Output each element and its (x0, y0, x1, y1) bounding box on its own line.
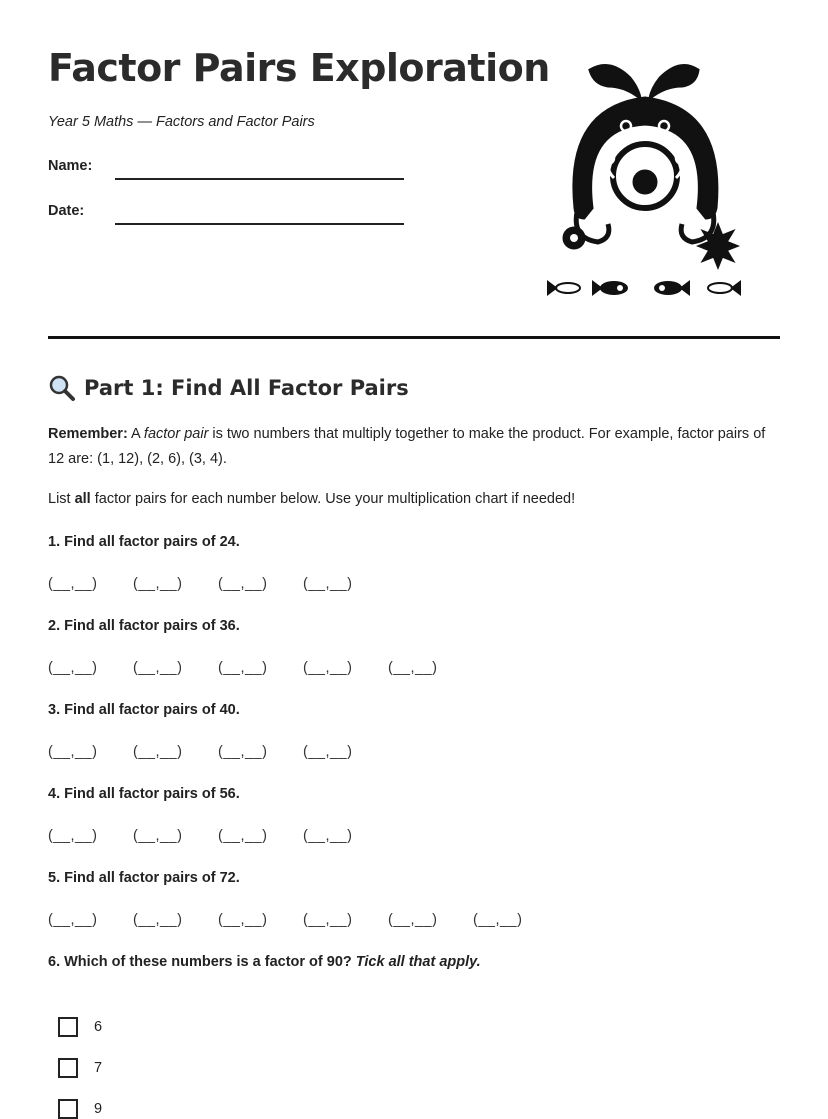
page-subtitle: Year 5 Maths — Factors and Factor Pairs (48, 114, 315, 130)
remember-paragraph (48, 422, 780, 472)
answer-blank[interactable]: (__,__) (133, 744, 183, 760)
answer-blank[interactable]: (__,__) (48, 828, 98, 844)
question-1-label: 1. Find all factor pairs of 24. (48, 534, 240, 550)
option-label: 6 (94, 1019, 103, 1035)
remember-text-2: is two numbers that multiply together to make the product. For example, factor pairs of 12 are: (1, 12), (2, 6), (3, 4). (48, 426, 766, 467)
question-4-answers (48, 828, 388, 844)
decorative-ornament-logo (530, 58, 770, 308)
checkbox[interactable] (58, 1099, 78, 1119)
question-6-hint: Tick all that apply. (355, 954, 481, 970)
option-7[interactable] (58, 1058, 102, 1078)
answer-blank[interactable]: (__,__) (218, 660, 268, 676)
answer-blank[interactable]: (__,__) (133, 828, 183, 844)
instruction-bold: all (74, 491, 91, 507)
answer-blank[interactable]: (__,__) (218, 744, 268, 760)
checkbox[interactable] (58, 1017, 78, 1037)
section-divider (48, 336, 780, 339)
question-5-answers (48, 912, 558, 928)
question-3-answers (48, 744, 388, 760)
date-field (48, 203, 84, 219)
answer-blank[interactable]: (__,__) (303, 828, 353, 844)
question-6-label (48, 954, 481, 970)
remember-text-1: A (127, 426, 144, 442)
answer-blank[interactable]: (__,__) (218, 576, 268, 592)
question-3-label: 3. Find all factor pairs of 40. (48, 702, 240, 718)
instruction-text-2: factor pairs for each number below. Use your multiplication chart if needed! (90, 491, 576, 507)
instruction-text-1: List (48, 491, 75, 507)
answer-blank[interactable]: (__,__) (303, 660, 353, 676)
answer-blank[interactable]: (__,__) (48, 576, 98, 592)
question-2-label: 2. Find all factor pairs of 36. (48, 618, 240, 634)
answer-blank[interactable]: (__,__) (388, 660, 438, 676)
option-9[interactable] (58, 1099, 102, 1119)
name-field (48, 158, 92, 174)
answer-blank[interactable]: (__,__) (48, 660, 98, 676)
name-label: Name: (48, 158, 93, 174)
magnifying-glass-icon (48, 374, 76, 402)
remember-term: factor pair (143, 426, 209, 442)
answer-blank[interactable]: (__,__) (303, 576, 353, 592)
option-label: 9 (94, 1101, 103, 1117)
part1-heading-text: Part 1: Find All Factor Pairs (84, 376, 409, 400)
answer-blank[interactable]: (__,__) (133, 660, 183, 676)
checkbox[interactable] (58, 1058, 78, 1078)
date-label: Date: (48, 203, 85, 219)
answer-blank[interactable]: (__,__) (388, 912, 438, 928)
answer-blank[interactable]: (__,__) (473, 912, 523, 928)
question-4-label: 4. Find all factor pairs of 56. (48, 786, 240, 802)
answer-blank[interactable]: (__,__) (133, 576, 183, 592)
part1-heading (48, 374, 409, 402)
question-1-answers (48, 576, 388, 592)
answer-blank[interactable]: (__,__) (48, 744, 98, 760)
answer-blank[interactable]: (__,__) (303, 744, 353, 760)
question-2-answers (48, 660, 473, 676)
remember-label: Remember: (48, 426, 128, 442)
name-input-line[interactable] (115, 178, 404, 180)
answer-blank[interactable]: (__,__) (218, 912, 268, 928)
answer-blank[interactable]: (__,__) (133, 912, 183, 928)
page-title: Factor Pairs Exploration (48, 46, 550, 90)
option-label: 7 (94, 1060, 103, 1076)
instruction-paragraph (48, 487, 780, 512)
question-6-text: 6. Which of these numbers is a factor of 90? (48, 954, 352, 970)
date-input-line[interactable] (115, 223, 404, 225)
question-5-label: 5. Find all factor pairs of 72. (48, 870, 240, 886)
answer-blank[interactable]: (__,__) (303, 912, 353, 928)
option-6[interactable] (58, 1017, 102, 1037)
answer-blank[interactable]: (__,__) (48, 912, 98, 928)
answer-blank[interactable]: (__,__) (218, 828, 268, 844)
